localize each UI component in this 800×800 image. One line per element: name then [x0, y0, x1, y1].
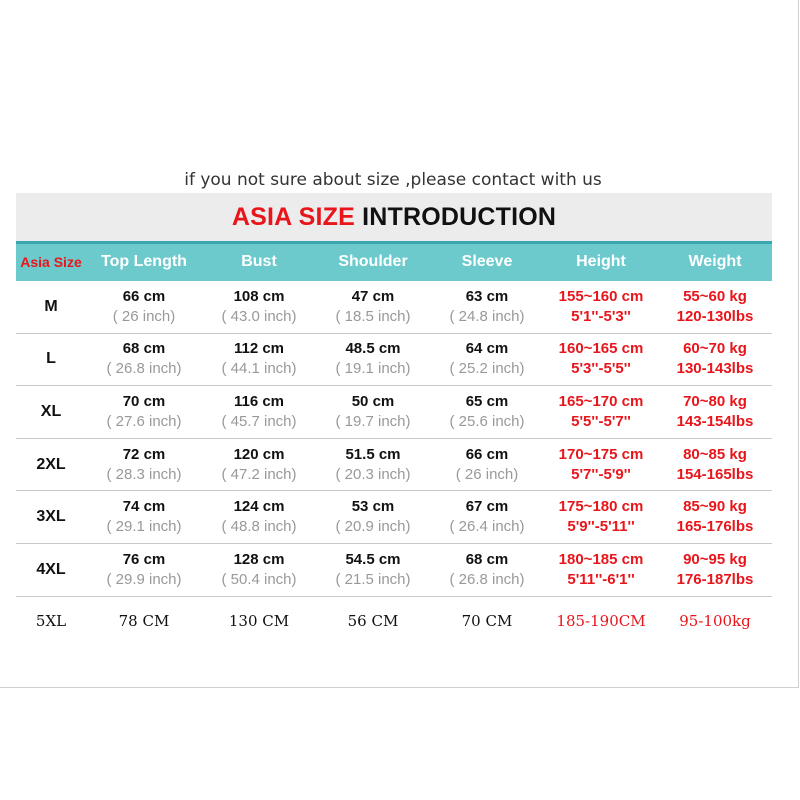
size-table	[16, 241, 772, 646]
weight-cell	[658, 281, 772, 334]
height-value: 185-190CM	[556, 612, 646, 631]
sleeve-value: 64 cm	[465, 340, 509, 358]
sleeve-value: 65 cm	[465, 392, 509, 410]
weight-alt-value: 154-165lbs	[676, 465, 754, 483]
sleeve-alt-value: ( 26.4 inch)	[449, 518, 525, 536]
top-cell	[86, 281, 202, 334]
size-label: M	[44, 297, 58, 315]
height-value: 175~180 cm	[558, 498, 644, 516]
top-value: 68 cm	[122, 340, 166, 358]
top-value: 66 cm	[122, 287, 166, 305]
top-cell	[86, 333, 202, 386]
top-alt-value: ( 26.8 inch)	[106, 360, 182, 378]
weight-value: 90~95 kg	[683, 550, 747, 568]
size-label: 2XL	[36, 455, 66, 473]
height-alt-value: 5'11''-6'1''	[567, 570, 635, 588]
weight-value: 80~85 kg	[683, 445, 747, 463]
weight-value: 70~80 kg	[683, 392, 747, 410]
bust-cell	[202, 281, 316, 334]
height-alt-value: 5'3''-5'5''	[571, 360, 631, 378]
bust-cell	[202, 333, 316, 386]
table-row	[16, 543, 772, 596]
shoulder-cell	[316, 438, 430, 491]
shoulder-value: 47 cm	[351, 287, 395, 305]
sleeve-value: 67 cm	[465, 498, 509, 516]
bust-alt-value: ( 44.1 inch)	[221, 360, 297, 378]
height-cell	[544, 438, 658, 491]
table-row	[16, 333, 772, 386]
size-label: XL	[40, 402, 62, 420]
table-row	[16, 491, 772, 544]
top-alt-value: ( 26 inch)	[112, 307, 176, 325]
height-cell	[544, 333, 658, 386]
sleeve-value: 70 CM	[461, 612, 513, 631]
table-header-row	[16, 243, 772, 281]
top-alt-value: ( 29.1 inch)	[106, 518, 182, 536]
height-value: 155~160 cm	[558, 287, 644, 305]
bust-cell	[202, 543, 316, 596]
shoulder-cell	[316, 386, 430, 439]
bust-alt-value: ( 43.0 inch)	[221, 307, 297, 325]
shoulder-alt-value: ( 20.9 inch)	[335, 518, 411, 536]
weight-value: 60~70 kg	[683, 340, 747, 358]
height-value: 180~185 cm	[558, 550, 644, 568]
header-bust: Bust	[202, 243, 316, 281]
height-alt-value: 5'5''-5'7''	[571, 412, 631, 430]
weight-cell	[658, 333, 772, 386]
header-weight: Weight	[658, 243, 772, 281]
top-value: 72 cm	[122, 445, 166, 463]
sleeve-alt-value: ( 25.6 inch)	[449, 412, 525, 430]
height-alt-value: 5'7''-5'9''	[571, 465, 631, 483]
weight-value: 55~60 kg	[683, 287, 747, 305]
sleeve-value: 68 cm	[465, 550, 509, 568]
shoulder-alt-value: ( 19.1 inch)	[335, 360, 411, 378]
contact-note: if you not sure about size ,please contact with us	[184, 170, 602, 190]
top-cell	[86, 491, 202, 544]
sleeve-cell	[430, 333, 544, 386]
top-alt-value: ( 28.3 inch)	[106, 465, 182, 483]
weight-cell	[658, 438, 772, 491]
weight-cell	[658, 386, 772, 439]
top-value: 74 cm	[122, 498, 166, 516]
sleeve-alt-value: ( 24.8 inch)	[449, 307, 525, 325]
shoulder-value: 56 CM	[347, 612, 399, 631]
sleeve-alt-value: ( 26 inch)	[455, 465, 519, 483]
bust-value: 130 CM	[228, 612, 290, 631]
header-shoulder: Shoulder	[316, 243, 430, 281]
weight-cell	[658, 491, 772, 544]
top-cell	[86, 386, 202, 439]
bust-value: 108 cm	[233, 287, 285, 305]
size-chart-title	[16, 193, 772, 241]
sleeve-alt-value: ( 26.8 inch)	[449, 570, 525, 588]
shoulder-cell	[316, 333, 430, 386]
height-alt-value: 5'1''-5'3''	[571, 307, 631, 325]
top-value: 78 CM	[118, 612, 170, 631]
height-value: 165~170 cm	[558, 392, 644, 410]
table-row	[16, 386, 772, 439]
shoulder-cell	[316, 281, 430, 334]
header-asia-size: Asia Size	[16, 243, 86, 281]
height-cell	[544, 491, 658, 544]
bust-alt-value: ( 48.8 inch)	[221, 518, 297, 536]
sleeve-cell	[430, 491, 544, 544]
sleeve-alt-value: ( 25.2 inch)	[449, 360, 525, 378]
sleeve-cell	[430, 386, 544, 439]
weight-alt-value: 130-143lbs	[676, 360, 754, 378]
height-cell	[544, 543, 658, 596]
bust-value: 112 cm	[233, 340, 285, 358]
height-cell	[544, 281, 658, 334]
height-cell	[544, 386, 658, 439]
sleeve-cell	[430, 543, 544, 596]
bust-value: 120 cm	[233, 445, 285, 463]
bust-value: 128 cm	[233, 550, 285, 568]
weight-alt-value: 143-154lbs	[676, 412, 754, 430]
height-value: 170~175 cm	[558, 445, 644, 463]
top-cell	[86, 543, 202, 596]
height-value: 160~165 cm	[558, 340, 644, 358]
shoulder-value: 54.5 cm	[345, 550, 401, 568]
table-row	[16, 438, 772, 491]
table-row	[16, 281, 772, 334]
weight-value: 85~90 kg	[683, 498, 747, 516]
bust-cell	[202, 438, 316, 491]
weight-alt-value: 120-130lbs	[676, 307, 754, 325]
weight-cell	[658, 543, 772, 596]
header-height: Height	[544, 243, 658, 281]
weight-value: 95-100kg	[679, 612, 751, 631]
title-red-part: ASIA SIZE	[231, 203, 355, 231]
title-black-part: INTRODUCTION	[362, 203, 557, 231]
top-alt-value: ( 27.6 inch)	[106, 412, 182, 430]
shoulder-value: 53 cm	[351, 498, 395, 516]
sleeve-cell	[430, 281, 544, 334]
top-cell	[86, 438, 202, 491]
shoulder-value: 50 cm	[351, 392, 395, 410]
shoulder-value: 48.5 cm	[345, 340, 401, 358]
sleeve-value: 63 cm	[465, 287, 509, 305]
weight-alt-value: 165-176lbs	[676, 518, 754, 536]
header-top-length: Top Length	[86, 243, 202, 281]
table-row	[16, 596, 772, 646]
sleeve-cell	[430, 438, 544, 491]
weight-alt-value: 176-187lbs	[676, 570, 754, 588]
bust-alt-value: ( 50.4 inch)	[221, 570, 297, 588]
shoulder-alt-value: ( 18.5 inch)	[335, 307, 411, 325]
header-sleeve: Sleeve	[430, 243, 544, 281]
top-value: 76 cm	[122, 550, 166, 568]
size-label: L	[46, 350, 56, 368]
bust-alt-value: ( 47.2 inch)	[221, 465, 297, 483]
shoulder-alt-value: ( 19.7 inch)	[335, 412, 411, 430]
size-label: 3XL	[36, 508, 66, 526]
bust-value: 124 cm	[233, 498, 285, 516]
bust-cell	[202, 386, 316, 439]
sleeve-value: 66 cm	[465, 445, 509, 463]
shoulder-alt-value: ( 21.5 inch)	[335, 570, 411, 588]
shoulder-cell	[316, 543, 430, 596]
size-label: 5XL	[35, 612, 67, 631]
bust-value: 116 cm	[233, 392, 285, 410]
shoulder-value: 51.5 cm	[345, 445, 401, 463]
size-label: 4XL	[36, 560, 66, 578]
bust-alt-value: ( 45.7 inch)	[221, 412, 297, 430]
shoulder-alt-value: ( 20.3 inch)	[335, 465, 411, 483]
top-alt-value: ( 29.9 inch)	[106, 570, 182, 588]
bust-cell	[202, 491, 316, 544]
height-alt-value: 5'9''-5'11''	[567, 518, 635, 536]
top-value: 70 cm	[122, 392, 166, 410]
shoulder-cell	[316, 491, 430, 544]
